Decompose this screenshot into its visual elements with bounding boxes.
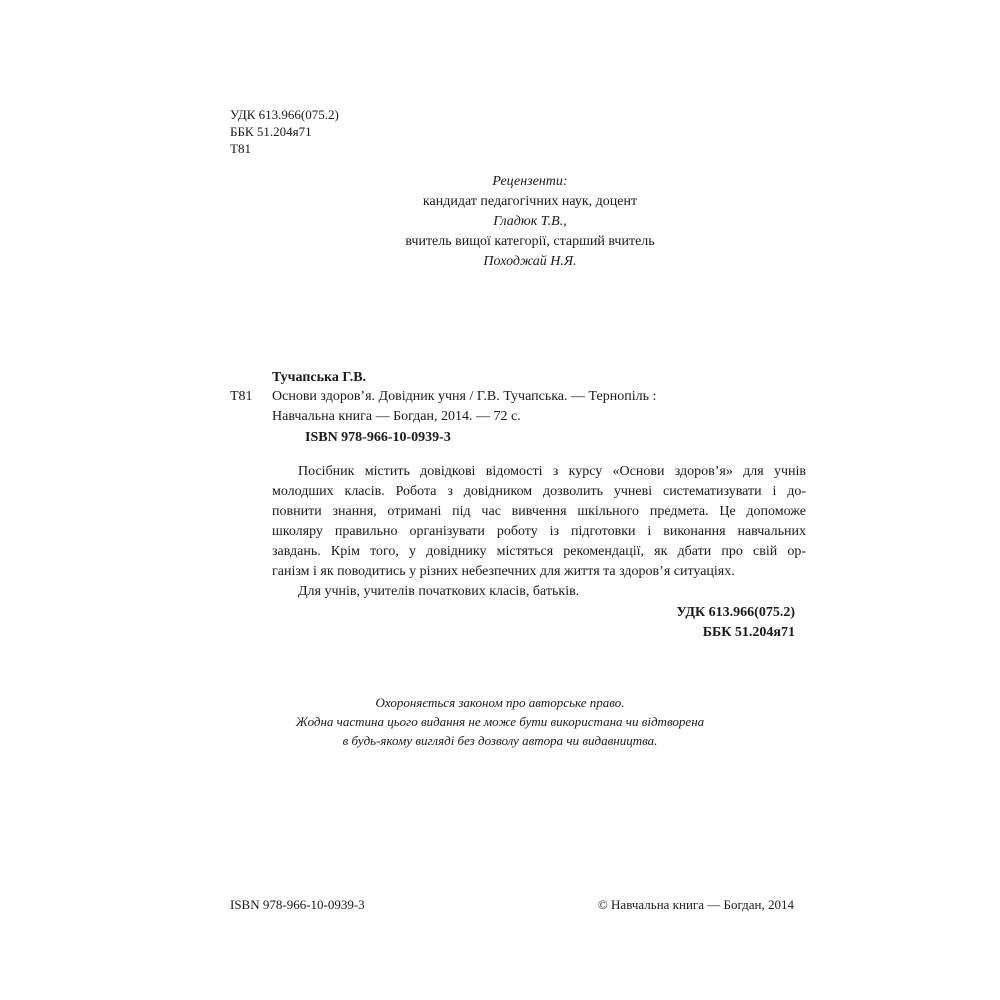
annotation-line: школяру правильно організувати роботу із підготовки і виконання навчальних [272,524,806,539]
author-code: Т81 [230,141,251,156]
footer-isbn: ISBN 978-966-10-0939-3 [230,897,365,912]
bib-line-2: Навчальна книга — Богдан, 2014. — 72 с. [272,409,521,424]
copyright-notice-line-2: Жодна частина цього видання не може бути використана чи відтворена [295,714,705,729]
udk-code-right: УДК 613.966(075.2) [676,605,795,620]
udk-code: УДК 613.966(075.2) [230,107,339,122]
reviewer-2-name: Походжай Н.Я. [483,254,577,269]
reviewer-1-name: Гладюк Т.В., [493,214,567,229]
reviewers-block [330,172,730,272]
reviewers-heading: Рецензенти: [492,174,568,189]
annotation-line: ганізм і як поводитись у різних небезпечних для життя та здоров’я ситуаціях. [272,564,735,579]
copyright-notice-line-1: Охороняється законом про авторське право. [375,695,625,710]
bbk-code-right: ББК 51.204я71 [702,625,795,640]
annotation-line: молодших класів. Робота з довідником дозволить учневі систематизувати і до- [272,484,806,499]
catalog-author: Тучапська Г.В. [272,370,367,385]
copyright-notice [240,693,760,750]
reviewer-1-position: кандидат педагогічних наук, доцент [422,194,638,209]
annotation-audience: Для учнів, учителів початкових класів, батьків. [298,584,580,599]
copyright-notice-line-3: в будь-якому вигляді без дозволу автора чи видавництва. [342,733,658,748]
classification-codes-top [230,106,339,157]
annotation-line: Посібник містить довідкові відомості з курсу «Основи здоров’я» для учнів [298,464,806,479]
bib-line-1: Основи здоров’я. Довідник учня / Г.В. Тучапська. — Тернопіль : [272,389,657,404]
reviewer-2-position: вчитель вищої категорії, старший вчитель [405,234,655,249]
footer-copyright: © Навчальна книга — Богдан, 2014 [597,897,794,912]
catalog-code: Т81 [230,389,253,404]
annotation-line: завдань. Крім того, у довіднику містяться рекомендації, як дбати про свій ор- [272,544,806,559]
bbk-code: ББК 51.204я71 [230,124,312,139]
catalog-isbn: ISBN 978-966-10-0939-3 [305,430,451,445]
catalog-bibliographic-record [272,387,656,427]
annotation [272,462,806,602]
annotation-line: повнити знання, отримані під час вивчення шкільного предмета. Це допоможе [272,504,806,519]
classification-codes-right [560,603,795,643]
